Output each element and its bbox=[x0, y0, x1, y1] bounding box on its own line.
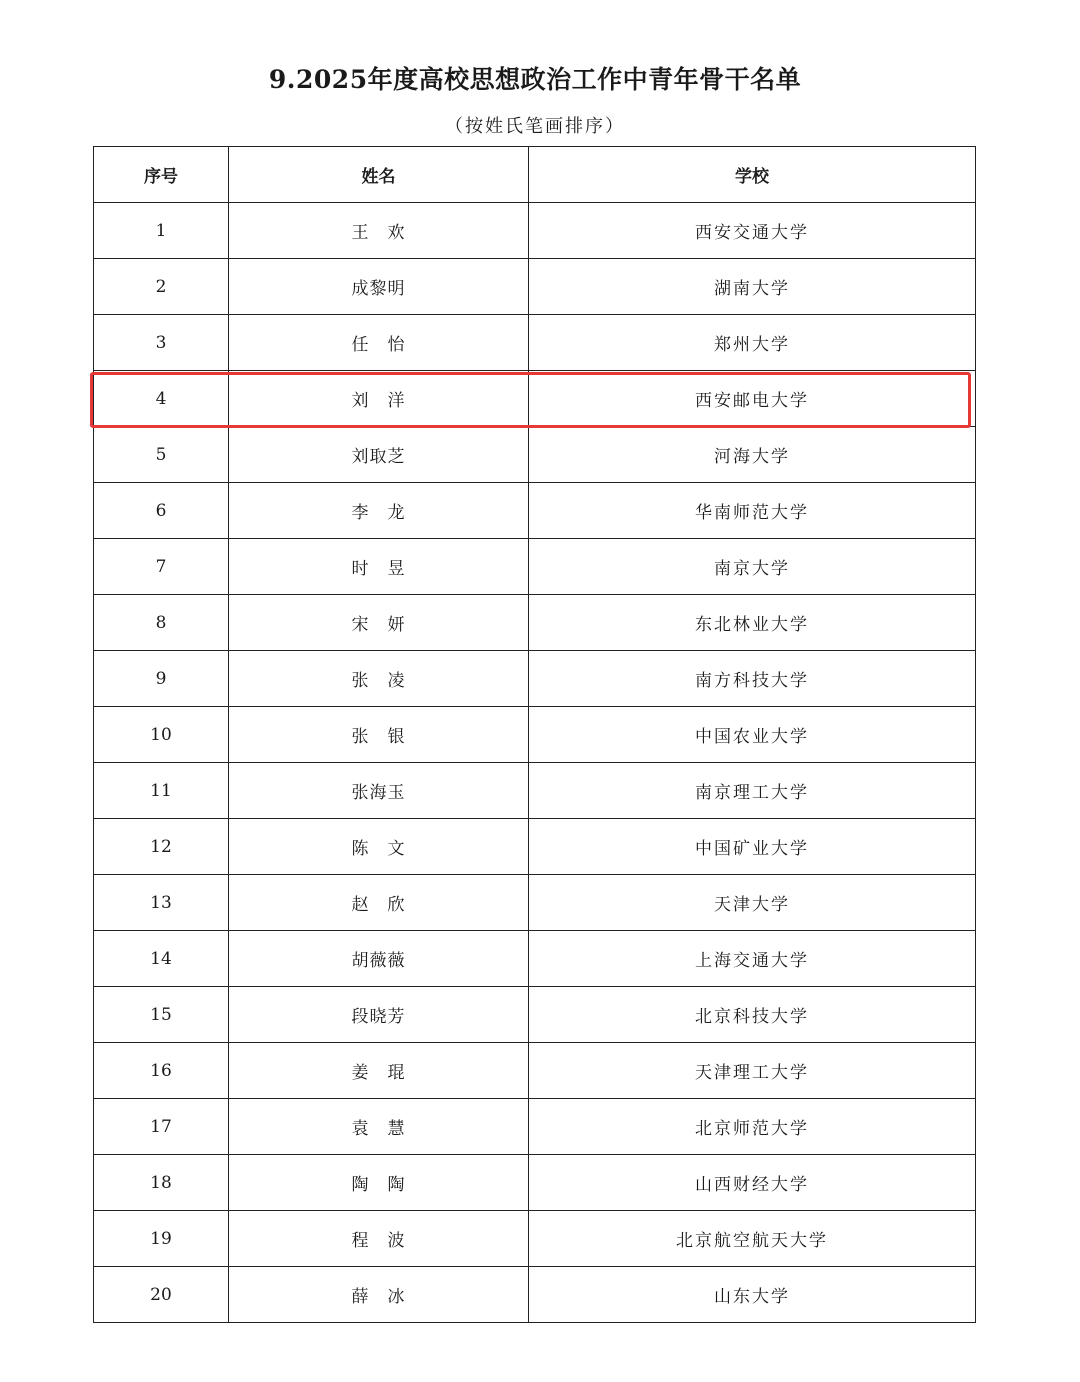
cell-no: 2 bbox=[94, 259, 229, 315]
cell-no: 16 bbox=[94, 1043, 229, 1099]
cell-no: 18 bbox=[94, 1155, 229, 1211]
table-row bbox=[94, 987, 976, 1043]
cell-name: 李 龙 bbox=[229, 483, 529, 539]
cell-school: 河海大学 bbox=[529, 427, 976, 483]
cell-name: 王 欢 bbox=[229, 203, 529, 259]
cell-school: 南方科技大学 bbox=[529, 651, 976, 707]
cell-name: 程 波 bbox=[229, 1211, 529, 1267]
table-row-highlighted bbox=[94, 371, 976, 427]
table-row bbox=[94, 763, 976, 819]
cell-name: 姜 琨 bbox=[229, 1043, 529, 1099]
table-row bbox=[94, 1043, 976, 1099]
cell-school: 北京师范大学 bbox=[529, 1099, 976, 1155]
cell-no: 7 bbox=[94, 539, 229, 595]
document-title: 9.2025年度高校思想政治工作中青年骨干名单 bbox=[268, 65, 802, 94]
cell-school: 天津大学 bbox=[529, 875, 976, 931]
cell-school: 北京科技大学 bbox=[529, 987, 976, 1043]
roster-table bbox=[93, 146, 976, 1323]
cell-school: 西安交通大学 bbox=[529, 203, 976, 259]
cell-name: 胡薇薇 bbox=[229, 931, 529, 987]
table-row bbox=[94, 1267, 976, 1323]
cell-name: 张 银 bbox=[229, 707, 529, 763]
table-row bbox=[94, 203, 976, 259]
cell-school: 西安邮电大学 bbox=[529, 371, 976, 427]
cell-name: 刘 洋 bbox=[229, 371, 529, 427]
cell-school: 中国矿业大学 bbox=[529, 819, 976, 875]
cell-name: 宋 妍 bbox=[229, 595, 529, 651]
cell-no: 1 bbox=[94, 203, 229, 259]
cell-name: 任 怡 bbox=[229, 315, 529, 371]
header-name: 姓名 bbox=[229, 147, 529, 203]
cell-no: 5 bbox=[94, 427, 229, 483]
cell-school: 山东大学 bbox=[529, 1267, 976, 1323]
cell-no: 15 bbox=[94, 987, 229, 1043]
cell-no: 4 bbox=[94, 371, 229, 427]
table-row bbox=[94, 931, 976, 987]
cell-no: 17 bbox=[94, 1099, 229, 1155]
table-row bbox=[94, 427, 976, 483]
cell-no: 8 bbox=[94, 595, 229, 651]
table-row bbox=[94, 1155, 976, 1211]
cell-name: 袁 慧 bbox=[229, 1099, 529, 1155]
table-row bbox=[94, 1211, 976, 1267]
cell-name: 张 凌 bbox=[229, 651, 529, 707]
cell-school: 华南师范大学 bbox=[529, 483, 976, 539]
cell-school: 中国农业大学 bbox=[529, 707, 976, 763]
cell-no: 11 bbox=[94, 763, 229, 819]
cell-no: 3 bbox=[94, 315, 229, 371]
table-row bbox=[94, 1099, 976, 1155]
cell-no: 14 bbox=[94, 931, 229, 987]
cell-no: 12 bbox=[94, 819, 229, 875]
table-header-row bbox=[94, 147, 976, 203]
table-row bbox=[94, 483, 976, 539]
document-subtitle: （按姓氏笔画排序） bbox=[445, 116, 625, 137]
cell-school: 上海交通大学 bbox=[529, 931, 976, 987]
cell-school: 天津理工大学 bbox=[529, 1043, 976, 1099]
table-row bbox=[94, 259, 976, 315]
cell-name: 陶 陶 bbox=[229, 1155, 529, 1211]
cell-name: 时 昱 bbox=[229, 539, 529, 595]
cell-name: 陈 文 bbox=[229, 819, 529, 875]
cell-no: 6 bbox=[94, 483, 229, 539]
cell-name: 赵 欣 bbox=[229, 875, 529, 931]
table-row bbox=[94, 651, 976, 707]
cell-no: 10 bbox=[94, 707, 229, 763]
cell-school: 郑州大学 bbox=[529, 315, 976, 371]
table-row bbox=[94, 707, 976, 763]
cell-name: 成黎明 bbox=[229, 259, 529, 315]
table-row bbox=[94, 539, 976, 595]
header-no: 序号 bbox=[94, 147, 229, 203]
cell-name: 刘取芝 bbox=[229, 427, 529, 483]
table-row bbox=[94, 315, 976, 371]
cell-school: 南京理工大学 bbox=[529, 763, 976, 819]
cell-no: 13 bbox=[94, 875, 229, 931]
cell-no: 20 bbox=[94, 1267, 229, 1323]
table-row bbox=[94, 875, 976, 931]
cell-school: 南京大学 bbox=[529, 539, 976, 595]
cell-name: 张海玉 bbox=[229, 763, 529, 819]
cell-school: 北京航空航天大学 bbox=[529, 1211, 976, 1267]
table-row bbox=[94, 819, 976, 875]
cell-name: 段晓芳 bbox=[229, 987, 529, 1043]
table-row bbox=[94, 595, 976, 651]
cell-name: 薛 冰 bbox=[229, 1267, 529, 1323]
cell-no: 19 bbox=[94, 1211, 229, 1267]
cell-school: 山西财经大学 bbox=[529, 1155, 976, 1211]
header-school: 学校 bbox=[529, 147, 976, 203]
cell-school: 湖南大学 bbox=[529, 259, 976, 315]
cell-school: 东北林业大学 bbox=[529, 595, 976, 651]
cell-no: 9 bbox=[94, 651, 229, 707]
